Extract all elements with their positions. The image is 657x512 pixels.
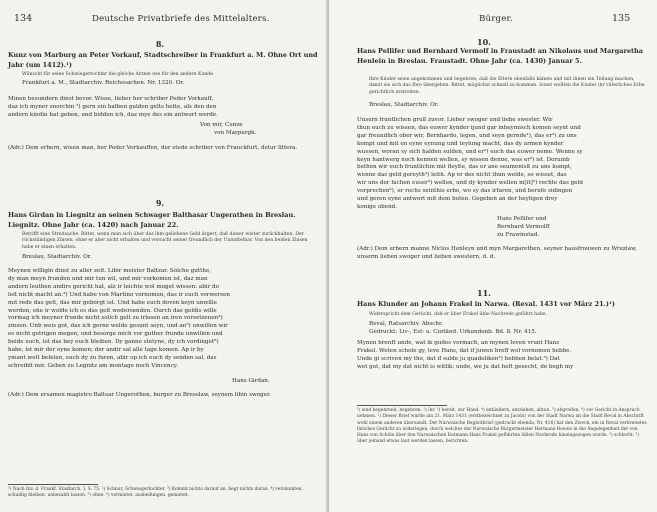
letter-11-summary: Widerspricht dem Gerücht, daß er über Frakel üble Nachrede geführt habe. xyxy=(369,312,547,317)
body-line: zinsen. Unb weis got, das ich gerne welde gesunt seyn, und an⁵) unwillen wir xyxy=(8,323,228,330)
page-number-right: 135 xyxy=(612,13,631,24)
body-line: Mynen brenft unde, wat ik gudes vormach, an mynen leven vrunt Hans xyxy=(357,340,560,346)
letter-11-body xyxy=(357,340,647,372)
body-line: daz ich myner snorchin ²) gern ein halben gulden gelts hette, als den den xyxy=(8,103,217,110)
letter-8-signature xyxy=(200,122,310,138)
letter-9-summary: Betrifft eine Streitsache. Bittet, wenn man sich über das ihm geliehene Geld ärgert, daß dieser weiter zurückhalten. Der rückständigen Zinsen, ohne er aber nicht erhalten und versucht seiner freundlich der Unmittelbar. Von den beiden Zinsen habe er einen erhalten. xyxy=(22,232,308,250)
letter-9-signature: Hans Girdan. xyxy=(232,378,270,384)
body-line: vorprechen⁶), er rechs seinthis erbe, wo sy das irfaren, und berufe sidingen xyxy=(357,188,573,195)
left-page xyxy=(0,0,328,512)
body-line: wussen, woran sy sich halden sulden, und er³) euch das euwer neme. Wenne sy xyxy=(357,148,583,155)
letter-8-number: 8. xyxy=(155,39,165,49)
footnote-rule xyxy=(357,405,447,406)
body-line: keyn hantwerg noch kennen wellen, sy wissen denne, was er³) ist. Dorumb xyxy=(357,156,570,163)
body-line: wir uns der fachen euser⁵) wellen, und dy kynder wellen m[it]⁶) rechte das geld xyxy=(357,180,583,187)
running-head-left: Deutsche Privatbriefe des Mittelalters. xyxy=(92,14,270,24)
body-line: mit rede das gelt, das mir geborgt ist. Und habe euch doven keyn unwille xyxy=(8,299,217,306)
body-line: Meynen willigin dinst zu aller zeit. Libir meister Baltzar. Solche gutthe, xyxy=(8,268,212,274)
body-line: ymant welt befelen, euch dy zu furen, abir op ich euch dy senden sal, das xyxy=(8,354,217,361)
body-line: vormag ich meyner frunde nicht solich gelt zu irlosen an iren vorsetzenen⁴) xyxy=(8,315,223,322)
letter-10-address: (Adr.) Dem erbern manne Niclos Henleyn und myn Margarethen, seyner hausfrouwen zu Wrezlaw, unserm lieben swoger und lieben swestern, d. d. xyxy=(357,246,637,260)
letter-11-number: 11. xyxy=(477,288,491,298)
letter-8-title: Kunz von Marburg an Peter Vorkauf, Stadtschreiber in Frankfurt a. M. Ohne Ort und Jahr (um 1412).¹) xyxy=(8,51,318,69)
signature-line: Von mir, Cunze xyxy=(200,122,243,128)
archive-line: Gedruckt: Liv-, Est- u. Curländ. Urkundenb. Bd. 8. Nr. 415. xyxy=(369,328,537,335)
letter-8-body xyxy=(8,96,320,120)
signature-line: Hans Pellifer und xyxy=(497,216,547,222)
footnotes-right: ¹) sind begehrend, begehren. ²) ihr. ³) bereit, zur Hand. ⁴) entäußern, entziehen, abtun. ⁵) abgreifen. ⁶) vor Gericht in Anspruch nehmen. ¹) Dieser Brief wurde am 21. März 1431 (erstbezeichnet zu Jacobi) von der Stadt Narwa an die Stadt Reval in Abschrift wohl einem anderen übersandt. Der Narwaische Begleitbrief (gedruckt ebenda, Nr. 416) hat den Zweck, ein in Reval verbreitetes falsches Gerücht zu widerlegen, durch welches der Narwaische Bürgermeister Hermann Bouwe in die Angelegenheit der von Hans von Schöle über den Narwaischen Ratmann Hans Frakel geführten üblen Nachrede hineingezogen wurde. ²) schlecht. ³) über jemand etwas laut werden lassen, berichten. xyxy=(357,408,647,445)
body-line: dy man meyn frunden und mir tun wil, und mir vorkomen ist, daz man xyxy=(8,275,208,282)
signature-line: zu Frawinstad. xyxy=(497,231,540,238)
letter-10-signature xyxy=(497,216,607,240)
letter-10-number: 10. xyxy=(477,37,491,47)
letter-8-summary: Wünscht für seine Schwiegertochter die gleiche Arznei wie für den andern Kunde. xyxy=(22,72,215,77)
body-line: andern kindin hat geben, und bidden ich, daz mye des ein antwort werde. xyxy=(8,111,218,118)
body-line: und geren eyne antwort mit dem boten. Gegeben an der heyligen drey xyxy=(357,196,558,203)
body-line: thun euch zu wissen, das euwer kynder ijund gar inheymisch komen seynt und xyxy=(357,124,581,131)
body-line: Unde gi scriven my tho, dat if sulde ju quadeliken²) hebben belat.³) Dat xyxy=(357,355,560,362)
letter-9-address: (Adr.) Dem ersamen magistro Baltsar Ungerothen, burger zu Bresslaw, seynem libin swoger. xyxy=(8,392,271,398)
body-line: konige obend. xyxy=(357,203,398,210)
letter-8-address: (Adr.) Dem erbern, wisen man, her Peder Vorkauffen, der stede schriber von Franckfurt, detur littera. xyxy=(8,145,298,151)
body-line: werden, ehe ir wolde ich es das gelt wedersenden. Durch das geldis wille xyxy=(8,307,217,314)
footnotes-left: ¹) Nach Inv. d. Frankf. Stadtarch. I, S. 75. ²) Schnur, Schwiegertochter. ³) Kommt nichts darauf an, liegt nichts daran. ⁴) versäumten, schuldig bleiben, unbezahlt lassen. ⁵) ohne. ⁶) vermietet, ausbedungen, gemietet. xyxy=(8,487,303,499)
signature-line: Bernhard Vermolff xyxy=(497,223,550,230)
running-head-right: Bürger. xyxy=(479,14,513,24)
body-line: bethen wir euch fruntlichin mit fleyße, das er ane seumenisß zu uns kompt, xyxy=(357,164,572,171)
letter-9-body xyxy=(8,268,320,371)
body-line: Minen besundern dinst bevor. Wisse, lieber her schriber Peder Vorkauff, xyxy=(8,96,214,102)
letter-10-archive: Breslau, Stadtarchiv. Or. xyxy=(369,102,439,108)
body-line: habe, ist mir der eyne komen; der andir sal alle tage komen. Ap ir by xyxy=(8,347,204,354)
body-line: Frakel. Weten schole gy, leve Hans, dat if juwen breff wol vornomen hebbe. xyxy=(357,347,572,354)
body-line: gar freundlich ober wir, Bernhardo, legen, und seyn gernde¹), das er²) zu uns xyxy=(357,132,577,139)
letter-9-archive: Breslau, Stadtarchiv. Or. xyxy=(22,254,92,260)
page-number-left: 134 xyxy=(14,13,33,24)
archive-line: Reval, Ratsarchiv. Abschr. xyxy=(369,321,443,327)
body-line: es nicht getrigen mogen, und besorge mich vor guther frunde unwillen und xyxy=(8,331,223,338)
footnote-rule xyxy=(8,484,98,485)
letter-11-archive xyxy=(369,321,647,337)
letter-10-title: Hans Pellifer und Bernhard Vermolf in Fraustadt an Nikolaus und Margaretha Henlein in Breslau. Fraustadt. Ohne Jahr (ca. 1430) Januar 5. xyxy=(357,47,643,65)
body-line: andern leuthen andirs gericht hat, alz ir leichte wol moget wissen: abir do xyxy=(8,283,219,290)
body-line: leit nicht macht an.³) Und habe von Martino vornomen, das ir euch vorwersen xyxy=(8,291,231,298)
letter-9-number: 9. xyxy=(155,198,165,208)
signature-line: von Marpurgk. xyxy=(214,129,257,136)
letter-8-archive: Frankfurt a. M., Stadtarchiv. Reichssachen. Nr. 1320. Or. xyxy=(22,80,185,86)
letter-10-body xyxy=(357,117,647,212)
body-line: wet got, dat my dat nicht is witlik; unde, we ju dat heft gesecht, de begh my xyxy=(357,363,574,370)
letter-10-summary: Ihre Kinder seien angekommen und begehren, daß die Eltern ebenfalls kämen und mit ihnen ein Teilung machen, damit sie sich das Ihre übergeben. Bittet, möglichst schnell zu kommen. Sonst wollten die Kinder ihr väterliches Erbe gerichtlich erstreiten. xyxy=(369,77,645,95)
body-line: wenne das geld gereyth⁴) leith. Ap er des nicht thun welde, so wisset, das xyxy=(357,172,567,179)
letter-9-title: Hans Girdan in Liegnitz an seinen Schwager Balthasar Ungerathen in Breslau. Liegnitz. Ohne Jahr (ca. 1420) nach Januar 22. xyxy=(8,211,296,229)
right-page xyxy=(329,0,657,512)
body-line: Unsern fruntlichen gruß zuvor. Lieber swoger und liebe swester. Wir xyxy=(357,117,553,123)
body-line: kompt und mit en eyne eynung und teylung macht, das dy armen kynder xyxy=(357,140,564,147)
body-line: beide euch, lot das bey euch bleiben. Dy ganne stetyne, dy ich vordinget⁶) xyxy=(8,339,219,346)
body-line: schreibit mir. Geben zu Legnitz am montage noch Vincency. xyxy=(8,362,178,369)
letter-11-title: Hans Klunder an Johann Frakel in Narwa. (Reval. 1431 vor März 21.)¹) xyxy=(357,300,615,308)
